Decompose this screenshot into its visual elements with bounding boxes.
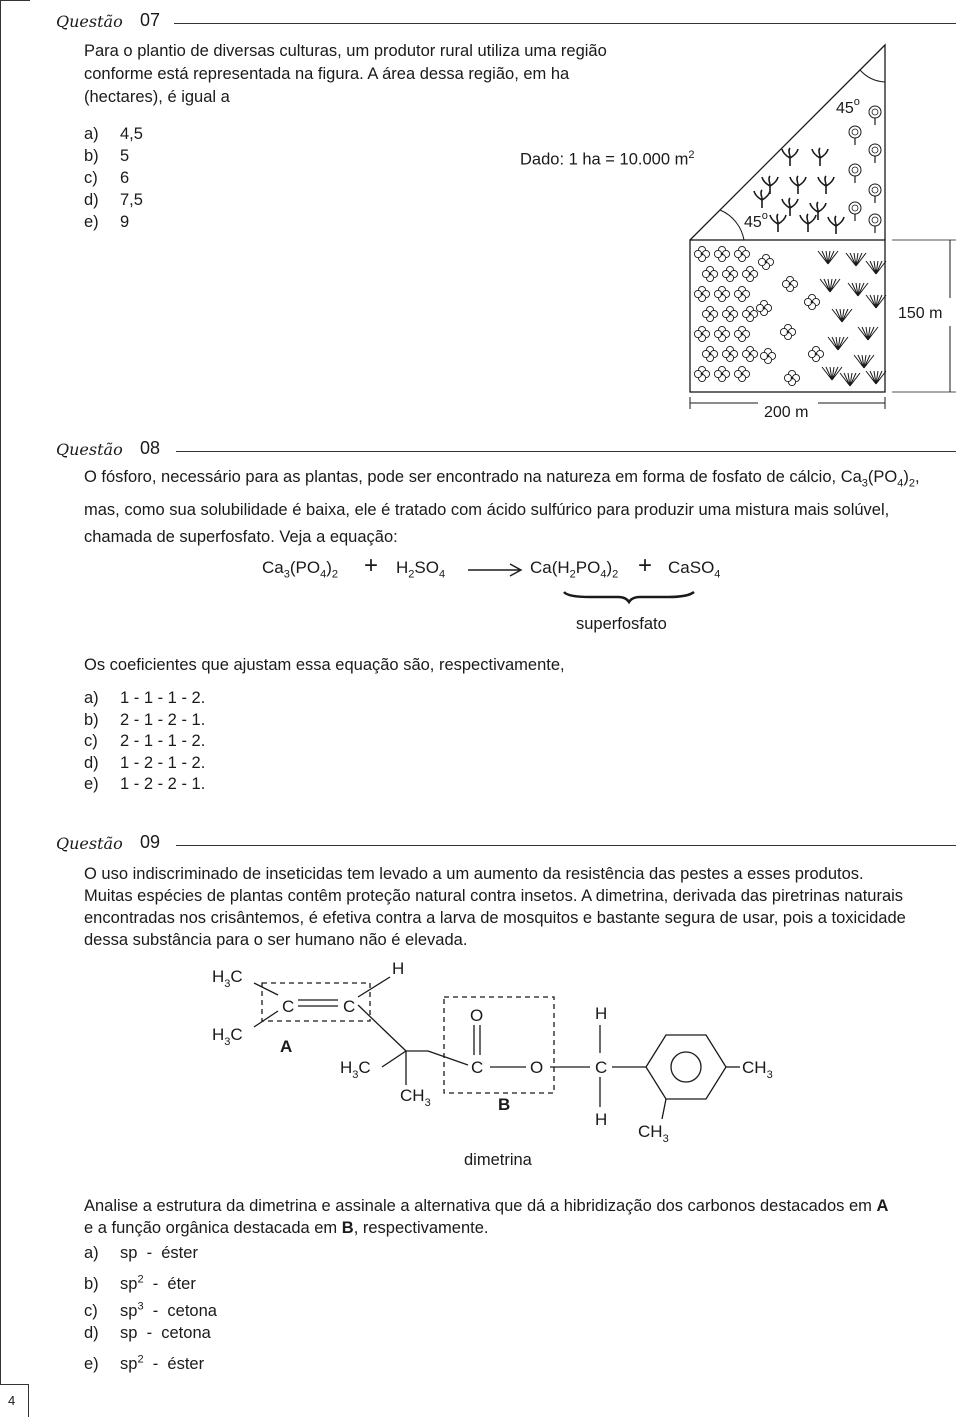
q08-line-3: chamada de superfosfato. Veja a equação: (84, 528, 398, 547)
angle-bottom-label: 45$^o$ (744, 210, 768, 231)
option-letter: a) (84, 1244, 99, 1262)
option-text: 2 - 1 - 1 - 2. (120, 732, 206, 750)
question-08-prompt: Os coeficientes que ajustam essa equação são, respectivamente, (84, 656, 565, 674)
flower-icon (702, 266, 717, 281)
oxygen-carbonyl-label: O (470, 1006, 484, 1025)
q09-prompt-line-2: e a função orgânica destacada em B, respectivamente. (84, 1219, 489, 1237)
option-letter: e) (84, 213, 99, 231)
option-c[interactable] (84, 1296, 217, 1322)
question-08-text (84, 464, 954, 551)
flower-icon (742, 346, 757, 361)
flower-icon (734, 326, 749, 341)
ch3-benzene-label: $CH_3$ (638, 1122, 669, 1145)
flower-icon (702, 306, 717, 321)
option-e[interactable] (84, 1349, 204, 1375)
option-text: $sp^3$ - cetona (120, 1300, 217, 1320)
option-text: $sp^2$ - éter (120, 1273, 196, 1293)
header-rule (176, 845, 956, 846)
sprout-icon (810, 202, 826, 220)
grass-icon (846, 253, 866, 266)
option-text: 5 (120, 147, 130, 165)
question-08-header (56, 438, 956, 462)
flower-icon (758, 254, 773, 269)
carbon-ch-label: C (595, 1058, 608, 1077)
question-label: Questão (56, 834, 123, 853)
grass-icon (866, 371, 886, 384)
tree-icon (869, 144, 881, 163)
tree-icon (849, 164, 861, 183)
plus-sign-1: + (364, 552, 379, 579)
tree-icon (849, 202, 861, 221)
page-number: 4 (8, 1393, 16, 1408)
flower-icon (808, 346, 823, 361)
option-e[interactable] (84, 774, 205, 795)
question-07-header (56, 10, 956, 34)
option-text: 4,5 (120, 125, 143, 143)
flower-icon (804, 294, 819, 309)
sprout-icon (828, 216, 844, 234)
question-09-text (84, 863, 954, 951)
question-number: 08 (140, 438, 161, 458)
width-label: 200 m (764, 404, 809, 421)
grass-icon (848, 283, 868, 296)
option-e[interactable] (84, 212, 129, 233)
h3c-ring-label: $H_3C$ (340, 1058, 371, 1081)
left-margin-rule (0, 0, 1, 1385)
option-b[interactable] (84, 146, 129, 167)
question-label: Questão (56, 12, 123, 31)
question-number: 09 (140, 832, 161, 852)
sprout-icon (782, 148, 798, 166)
compound-name: dimetrina (464, 1151, 532, 1169)
header-rule (176, 451, 956, 452)
option-text: sp - cetona (120, 1323, 211, 1342)
q08-line-1: O fósforo, necessário para as plantas, pode ser encontrado na natureza em forma de fosfato de cálcio, $Ca_3(PO_4)_2$, (84, 468, 920, 490)
flower-icon (722, 346, 737, 361)
land-figure (680, 40, 960, 430)
option-letter: b) (84, 147, 99, 165)
option-d[interactable] (84, 190, 143, 211)
option-d[interactable] (84, 1323, 211, 1344)
h-c-bottom-label: H (595, 1110, 608, 1129)
flower-icon (734, 286, 749, 301)
label-b: B (498, 1095, 511, 1114)
grass-icon (822, 367, 842, 380)
sprout-icon (818, 176, 834, 194)
tree-icon (869, 106, 881, 125)
option-b[interactable] (84, 710, 205, 731)
sprout-icon (800, 214, 816, 232)
dimetrina-structure (200, 955, 800, 1175)
reaction-equation (262, 558, 338, 580)
option-text: sp - éster (120, 1244, 198, 1262)
h3c-top-label: $H_3C$ (212, 967, 243, 990)
option-letter: a) (84, 689, 99, 707)
question-09-header (56, 832, 956, 856)
option-text: $sp^2$ - éster (120, 1353, 205, 1373)
top-margin-rule (0, 0, 30, 1)
option-text: 2 - 1 - 2 - 1. (120, 710, 206, 729)
option-text: 7,5 (120, 191, 143, 209)
given-exponent: 2 (688, 149, 695, 161)
ch3-right-label: $CH_3$ (742, 1058, 773, 1081)
angle-arc-top (860, 70, 885, 82)
flower-icon (702, 346, 717, 361)
oxygen-ester-label: O (530, 1058, 544, 1077)
q09-prompt-line-1: Analise a estrutura da dimetrina e assinale a alternativa que dá a hibridização dos carbonos destacados em A (84, 1197, 889, 1215)
option-text: 9 (120, 213, 130, 231)
flower-icon (734, 366, 749, 381)
height-label: 150 m (898, 305, 943, 322)
flower-icon (742, 306, 757, 321)
structure-bonds (254, 977, 740, 1119)
angle-top-label: 45$^o$ (836, 96, 860, 117)
grass-icon (854, 355, 874, 368)
carbon-ester-label: C (471, 1058, 484, 1077)
flower-icon (734, 246, 749, 261)
superfosfato-brace (560, 588, 700, 606)
sprout-icon (754, 190, 770, 208)
sprout-icon (812, 148, 828, 166)
option-text: 1 - 2 - 1 - 2. (120, 753, 206, 772)
carbon-2-label: C (343, 997, 356, 1016)
option-a[interactable] (84, 688, 205, 709)
flower-icon (694, 286, 709, 301)
angle-arc-bottom (720, 210, 744, 240)
option-letter: d) (84, 1323, 99, 1342)
question-07-text: Para o plantio de diversas culturas, um produtor rural utiliza uma região conforme está representada na figura. A área dessa região, em ha (hectares), é igual a (84, 42, 607, 106)
sprout-icon (790, 176, 806, 194)
grass-icon (866, 261, 886, 274)
crop-plants (694, 106, 886, 386)
h-c-top-label: H (595, 1004, 608, 1023)
flower-icon (694, 366, 709, 381)
flower-icon (714, 246, 729, 261)
q09-line-3: encontradas nos crisântemos, é efetiva contra a larva de mosquitos e bastante segura de usar, pois a toxicidade (84, 909, 906, 927)
grass-icon (832, 309, 852, 322)
superfosfato-label: superfosfato (576, 615, 667, 633)
option-letter: d) (84, 191, 99, 209)
grass-icon (858, 327, 878, 340)
ch3-ring-label: $CH_3$ (400, 1086, 431, 1109)
option-letter: c) (84, 1301, 98, 1320)
option-b[interactable] (84, 1270, 196, 1296)
given-note (520, 144, 694, 172)
question-09-prompt (84, 1195, 954, 1239)
grass-icon (840, 373, 860, 386)
option-c[interactable] (84, 731, 205, 752)
flower-icon (722, 266, 737, 281)
product-1: $Ca(H_2PO_4)_2$ (530, 558, 619, 581)
highlight-box-b (444, 997, 554, 1093)
flower-icon (782, 276, 797, 291)
option-letter: c) (84, 732, 98, 750)
tree-icon (869, 214, 881, 233)
q08-line-2: mas, como sua solubilidade é baixa, ele é tratado com ácido sulfúrico para produzir uma mistura mais solúvel, (84, 501, 890, 520)
option-letter: d) (84, 753, 99, 772)
option-text: 1 - 2 - 2 - 1. (120, 775, 206, 793)
sprout-icon (770, 214, 786, 232)
page-number-box (0, 1384, 29, 1417)
flower-icon (694, 246, 709, 261)
label-a: A (280, 1037, 293, 1056)
option-text: 1 - 1 - 1 - 2. (120, 689, 206, 707)
option-letter: e) (84, 775, 99, 793)
option-c[interactable] (84, 168, 129, 189)
question-label: Questão (56, 440, 123, 459)
flower-icon (714, 286, 729, 301)
flower-icon (760, 348, 775, 363)
option-a[interactable] (84, 124, 143, 145)
flower-icon (756, 300, 771, 315)
option-letter: c) (84, 169, 98, 187)
q09-line-4: dessa substância para o ser humano não é elevada. (84, 931, 468, 949)
flower-icon (784, 370, 799, 385)
flower-icon (722, 306, 737, 321)
option-letter: a) (84, 125, 99, 143)
option-text: 6 (120, 169, 130, 187)
question-number: 07 (140, 10, 161, 30)
sprout-icon (782, 198, 798, 216)
flower-icon (780, 324, 795, 339)
option-a[interactable] (84, 1243, 198, 1264)
plus-sign-2: + (638, 552, 653, 579)
option-letter: e) (84, 1354, 99, 1373)
grass-icon (828, 337, 848, 350)
product-2: CaSO$_4$ (668, 558, 721, 581)
option-letter: b) (84, 710, 99, 729)
grass-icon (820, 279, 840, 292)
tree-icon (869, 184, 881, 203)
carbon-1-label: C (282, 997, 295, 1016)
flower-icon (714, 326, 729, 341)
option-d[interactable] (84, 753, 205, 774)
grass-icon (818, 251, 838, 264)
flower-icon (714, 366, 729, 381)
q09-line-2: Muitas espécies de plantas contêm proteção natural contra insetos. A dimetrina, derivada das piretrinas naturais (84, 887, 904, 905)
grass-icon (866, 295, 886, 308)
flower-icon (742, 266, 757, 281)
reactant-1: $Ca_3(PO_4)_2$ (262, 558, 339, 581)
reactant-2: $H_2SO_4$ (396, 558, 446, 581)
reaction-arrow (466, 562, 526, 578)
h3c-mid-label: $H_3C$ (212, 1025, 243, 1048)
option-letter: b) (84, 1275, 99, 1293)
flower-icon (694, 326, 709, 341)
given-text: Dado: 1 ha = 10.000 m (520, 150, 689, 169)
h-top-label: H (392, 959, 405, 978)
tree-icon (849, 126, 861, 145)
q09-line-1: O uso indiscriminado de inseticidas tem levado a um aumento da resistência das pestes a esses produtos. (84, 865, 864, 883)
header-rule (174, 23, 956, 24)
